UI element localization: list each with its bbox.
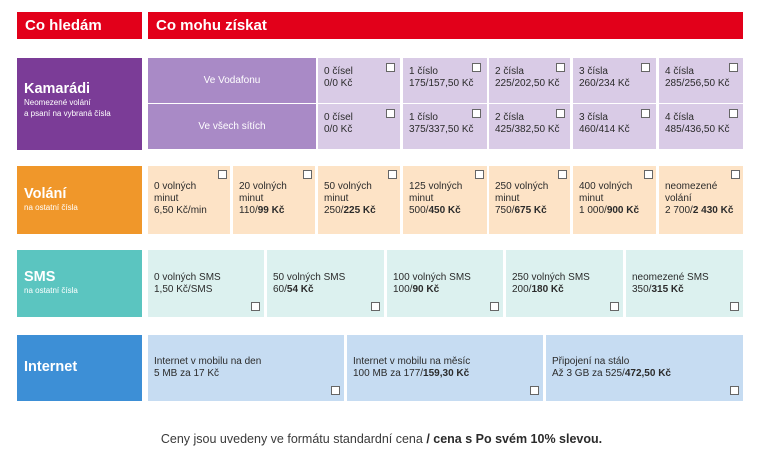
option-price: 175/157,50 Kč xyxy=(409,78,474,89)
option-title: Připojení na stálo xyxy=(552,356,630,367)
option-title: 100 volných SMS xyxy=(393,272,471,283)
note-text: Ceny jsou uvedeny ve formátu standardní cena xyxy=(160,432,423,446)
option-title: minut xyxy=(239,193,264,204)
checkbox[interactable] xyxy=(556,109,565,118)
category-volani xyxy=(17,166,142,234)
option-price: 110/99 Kč xyxy=(239,205,285,216)
category-title: Internet xyxy=(24,359,78,375)
option-price: 500/450 Kč xyxy=(409,205,461,216)
category-subtitle: na ostatní čísla xyxy=(24,203,78,212)
option-title: 400 volných xyxy=(579,181,633,192)
option-title: 4 čísla xyxy=(665,66,694,77)
checkbox[interactable] xyxy=(641,109,650,118)
option-cell[interactable] xyxy=(659,166,743,234)
option-title: 50 volných SMS xyxy=(273,272,346,283)
option-price: 425/382,50 Kč xyxy=(495,124,560,135)
option-price: 6,50 Kč/min xyxy=(154,205,207,216)
option-title: 3 čísla xyxy=(579,66,608,77)
option-title: 50 volných xyxy=(324,181,372,192)
category-title: Kamarádi xyxy=(24,81,91,97)
checkbox[interactable] xyxy=(731,170,740,179)
option-price: Až 3 GB za 525/472,50 Kč xyxy=(552,368,671,379)
option-title: 250 volných xyxy=(495,181,549,192)
option-price: 5 MB za 17 Kč xyxy=(154,368,220,379)
option-cell[interactable] xyxy=(659,58,743,103)
option-cell[interactable] xyxy=(148,335,344,401)
option-cell[interactable] xyxy=(489,58,570,103)
option-price: 485/436,50 Kč xyxy=(665,124,730,135)
checkbox[interactable] xyxy=(729,63,738,72)
option-title: 20 volných xyxy=(239,181,287,192)
option-price: 225/202,50 Kč xyxy=(495,78,560,89)
option-title: volání xyxy=(665,193,692,204)
checkbox[interactable] xyxy=(303,170,312,179)
option-cell[interactable] xyxy=(489,104,570,149)
option-cell[interactable] xyxy=(546,335,743,401)
category-subtitle: na ostatní čísla xyxy=(24,286,78,295)
checkbox[interactable] xyxy=(730,302,739,311)
option-title: minut xyxy=(579,193,604,204)
option-cell[interactable] xyxy=(318,166,400,234)
row-label-ve-vsech-sitich: Ve všech sítích xyxy=(148,104,316,149)
option-price: 250/225 Kč xyxy=(324,205,376,216)
category-subtitle: a psaní na vybraná čísla xyxy=(24,109,111,118)
option-price: 260/234 Kč xyxy=(579,78,630,89)
option-title: minut xyxy=(409,193,434,204)
option-title: 0 čísel xyxy=(324,66,353,77)
category-sms xyxy=(17,250,142,317)
option-price: 460/414 Kč xyxy=(579,124,630,135)
option-price: 375/337,50 Kč xyxy=(409,124,474,135)
option-title: 0 volných xyxy=(154,181,197,192)
checkbox[interactable] xyxy=(388,170,397,179)
checkbox[interactable] xyxy=(490,302,499,311)
checkbox[interactable] xyxy=(472,109,481,118)
option-cell[interactable] xyxy=(403,58,487,103)
option-title: Internet v mobilu na den xyxy=(154,356,262,367)
option-title: 250 volných SMS xyxy=(512,272,590,283)
option-price: 1,50 Kč/SMS xyxy=(154,284,213,295)
option-cell[interactable] xyxy=(347,335,543,401)
category-title: SMS xyxy=(24,269,56,285)
option-title: 2 čísla xyxy=(495,112,524,123)
option-title: minut xyxy=(324,193,349,204)
option-title: minut xyxy=(154,193,179,204)
checkbox[interactable] xyxy=(558,170,567,179)
option-title: 3 čísla xyxy=(579,112,608,123)
checkbox[interactable] xyxy=(218,170,227,179)
option-price: 285/256,50 Kč xyxy=(665,78,730,89)
option-title: 2 čísla xyxy=(495,66,524,77)
note-text-bold: / cena s Po svém 10% slevou. xyxy=(422,432,603,446)
option-cell[interactable] xyxy=(148,250,264,317)
option-title: 0 volných SMS xyxy=(154,272,221,283)
checkbox[interactable] xyxy=(386,109,395,118)
option-title: neomezené SMS xyxy=(632,272,709,283)
option-cell[interactable] xyxy=(506,250,623,317)
option-cell[interactable] xyxy=(573,104,656,149)
option-cell[interactable] xyxy=(659,104,743,149)
option-price: 100/90 Kč xyxy=(393,284,440,295)
option-price: 0/0 Kč xyxy=(324,124,353,135)
option-price: 60/54 Kč xyxy=(273,284,314,295)
option-price: 750/675 Kč xyxy=(495,205,547,216)
option-cell[interactable] xyxy=(233,166,315,234)
option-price: 1 000/900 Kč xyxy=(579,205,640,216)
option-cell[interactable] xyxy=(489,166,570,234)
option-title: minut xyxy=(495,193,520,204)
checkbox[interactable] xyxy=(371,302,380,311)
option-cell[interactable] xyxy=(403,166,487,234)
checkbox[interactable] xyxy=(644,170,653,179)
option-cell[interactable] xyxy=(148,166,230,234)
row-label-ve-vodafonu: Ve Vodafonu xyxy=(148,58,316,103)
category-internet xyxy=(17,335,142,401)
checkbox[interactable] xyxy=(641,63,650,72)
option-cell[interactable] xyxy=(267,250,384,317)
option-cell[interactable] xyxy=(626,250,743,317)
option-cell[interactable] xyxy=(573,166,656,234)
option-price: 0/0 Kč xyxy=(324,78,353,89)
category-kamaradi xyxy=(17,58,142,150)
option-cell[interactable] xyxy=(403,104,487,149)
checkbox[interactable] xyxy=(730,386,739,395)
option-title: neomezené xyxy=(665,181,718,192)
checkbox[interactable] xyxy=(472,63,481,72)
option-price: 350/315 Kč xyxy=(632,284,684,295)
checkbox[interactable] xyxy=(556,63,565,72)
option-cell[interactable] xyxy=(387,250,503,317)
option-title: 1 číslo xyxy=(409,66,438,77)
checkbox[interactable] xyxy=(475,170,484,179)
price-format-note xyxy=(0,432,763,446)
checkbox[interactable] xyxy=(331,386,340,395)
option-cell[interactable] xyxy=(318,58,400,103)
option-title: Internet v mobilu na měsíc xyxy=(353,356,471,367)
option-title: 4 čísla xyxy=(665,112,694,123)
option-price: 200/180 Kč xyxy=(512,284,564,295)
option-title: 125 volných xyxy=(409,181,463,192)
option-title: 0 čísel xyxy=(324,112,353,123)
checkbox[interactable] xyxy=(729,109,738,118)
category-subtitle: Neomezené volání xyxy=(24,98,91,107)
option-cell[interactable] xyxy=(573,58,656,103)
category-title: Volání xyxy=(24,186,67,202)
option-cell[interactable] xyxy=(318,104,400,149)
checkbox[interactable] xyxy=(251,302,260,311)
checkbox[interactable] xyxy=(610,302,619,311)
option-title: 1 číslo xyxy=(409,112,438,123)
checkbox[interactable] xyxy=(386,63,395,72)
option-price: 100 MB za 177/159,30 Kč xyxy=(353,368,470,379)
checkbox[interactable] xyxy=(530,386,539,395)
option-price: 2 700/2 430 Kč xyxy=(665,205,734,216)
header-co-mohu-ziskat: Co mohu získat xyxy=(148,12,743,39)
header-co-hledam: Co hledám xyxy=(17,12,142,39)
